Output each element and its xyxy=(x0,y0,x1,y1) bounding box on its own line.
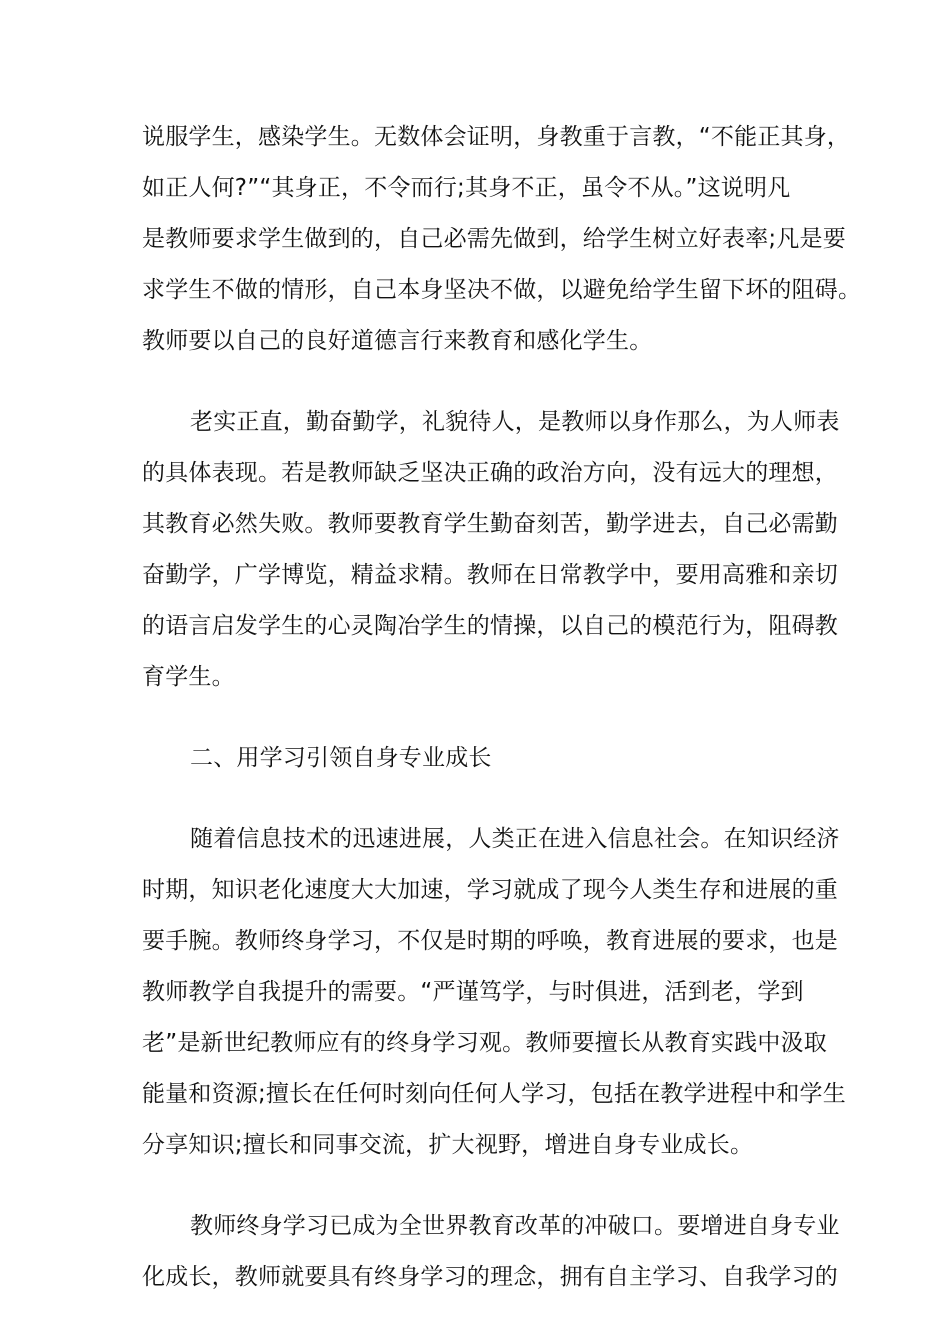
paragraph xyxy=(142,814,846,1171)
text-line: 教师终身学习已成为全世界教育改革的冲破口。要增进自身专业 xyxy=(190,1213,840,1239)
text-line: 分享知识;擅长和同事交流，扩大视野，增进自身专业成长。 xyxy=(142,1132,754,1158)
text-line: 育学生。 xyxy=(142,664,235,690)
text-line: 如正人何?”“其身正，不令而行;其身不正，虽令不从。”这说明凡 xyxy=(142,175,791,201)
heading-text: 二、用学习引领自身专业成长 xyxy=(190,745,492,771)
paragraph-gap xyxy=(142,367,837,397)
text-line: 老”是新世纪教师应有的终身学习观。教师要擅长从教育实践中汲取 xyxy=(142,1030,827,1056)
text-line: 化成长，教师就要具有终身学习的理念，拥有自主学习、自我学习的 xyxy=(142,1264,838,1290)
section-heading xyxy=(142,733,837,784)
paragraph xyxy=(142,112,862,367)
text-line: 求学生不做的情形，自己本身坚决不做，以避免给学生留下坏的阻碍。 xyxy=(142,277,862,303)
paragraph-gap xyxy=(142,703,837,733)
paragraph-gap xyxy=(142,784,837,814)
paragraph xyxy=(142,1201,840,1303)
paragraph xyxy=(142,397,840,703)
text-line: 时期，知识老化速度大大加速，学习就成了现今人类生存和进展的重 xyxy=(142,877,838,903)
text-line: 能量和资源;擅长在任何时刻向任何人学习，包括在教学进程中和学生 xyxy=(142,1081,846,1107)
text-line: 的语言启发学生的心灵陶冶学生的情操，以自己的模范行为，阻碍教 xyxy=(142,613,838,639)
text-line: 教师要以自己的良好道德言行来教育和感化学生。 xyxy=(142,328,653,354)
text-line: 教师教学自我提升的需要。“严谨笃学，与时俱进，活到老，学到 xyxy=(142,979,804,1005)
text-line: 奋勤学，广学博览，精益求精。教师在日常教学中，要用高雅和亲切 xyxy=(142,562,838,588)
text-line: 要手腕。教师终身学习，不仅是时期的呼唤，教育进展的要求，也是 xyxy=(142,928,838,954)
text-line: 说服学生，感染学生。无数体会证明，身教重于言教，“不能正其身， xyxy=(142,124,851,150)
paragraph-gap xyxy=(142,1171,837,1201)
text-line: 随着信息技术的迅速进展，人类正在进入信息社会。在知识经济 xyxy=(190,826,840,852)
text-line: 老实正直，勤奋勤学，礼貌待人，是教师以身作那么，为人师表 xyxy=(190,409,840,435)
text-line: 其教育必然失败。教师要教育学生勤奋刻苦，勤学进去，自己必需勤 xyxy=(142,511,838,537)
text-line: 是教师要求学生做到的，自己必需先做到，给学生树立好表率;凡是要 xyxy=(142,226,846,252)
document-body xyxy=(142,112,862,1303)
text-line: 的具体表现。若是教师缺乏坚决正确的政治方向，没有远大的理想， xyxy=(142,460,838,486)
